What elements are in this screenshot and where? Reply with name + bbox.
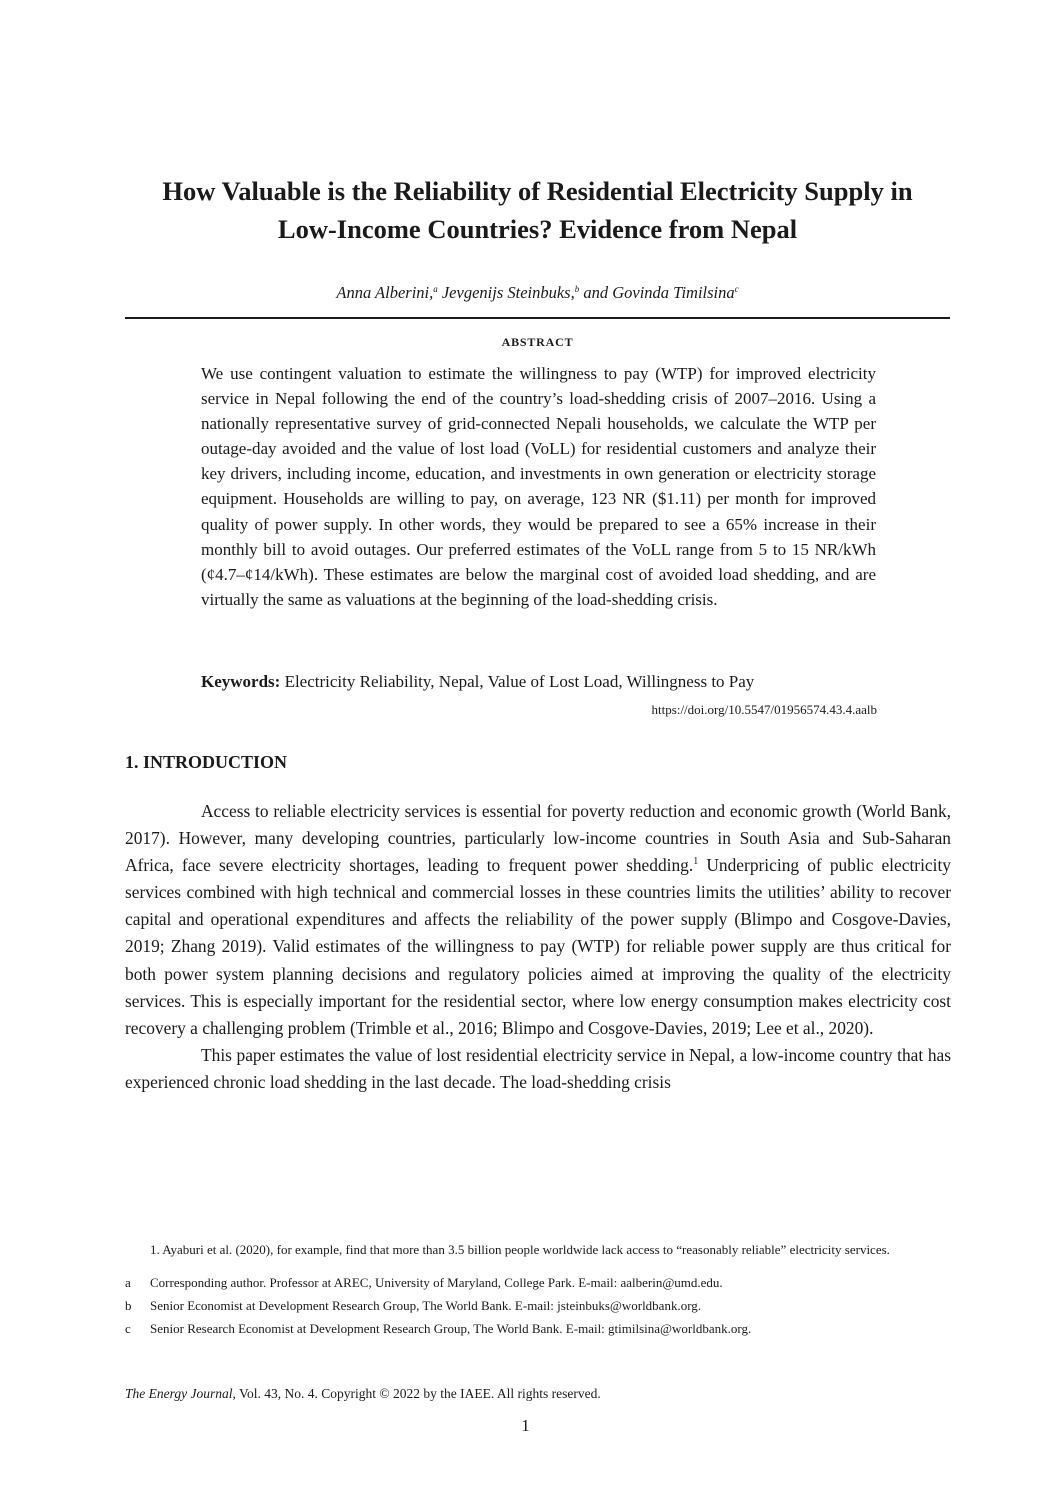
- keywords-line: [201, 669, 881, 694]
- footnotes: [125, 1239, 951, 1341]
- paper-title-line-1: How Valuable is the Reliability of Residential Electricity Supply in: [162, 176, 913, 206]
- affiliation-note-a-mark: a: [125, 1275, 131, 1290]
- affiliation-note-b: [125, 1295, 951, 1317]
- page-number: 1: [521, 1416, 530, 1435]
- keywords-list: Electricity Reliability, Nepal, Value of Lost Load, Willingness to Pay: [280, 672, 755, 691]
- affiliation-note-c-text: Senior Research Economist at Development Research Group, The World Bank. E-mail: gtimilsina@worldbank.org.: [150, 1321, 752, 1336]
- affiliation-note-b-text: Senior Economist at Development Research Group, The World Bank. E-mail: jsteinbuks@worldbank.org.: [150, 1298, 702, 1313]
- journal-citation-footer: [125, 1386, 601, 1402]
- intro-paragraph-2: This paper estimates the value of lost residential electricity service in Nepal, a low-income country that has experienced chronic load shedding in the last decade. The load-shedding crisis: [125, 1044, 951, 1092]
- affiliation-note-a-text: Corresponding author. Professor at AREC, University of Maryland, College Park. E-mail: aalberin@umd.edu.: [150, 1275, 723, 1290]
- section-heading-introduction: 1. INTRODUCTION: [125, 752, 288, 772]
- journal-copyright: , Vol. 43, No. 4. Copyright © 2022 by the IAEE. All rights reserved.: [232, 1386, 601, 1401]
- abstract-body: We use contingent valuation to estimate the willingness to pay (WTP) for improved electricity service in Nepal following the end of the country’s load-shedding crisis of 2007–2016. Using a nationally representative survey of grid-connected Nepali households, we calculate the WTP per outage-day avoided and the value of lost load (VoLL) for residential customers and analyze their key drivers, including income, education, and investments in own generation or electricity storage equipment. Households are willing to pay, on average, 123 NR ($1.11) per month for improved quality of power supply. In other words, they would be prepared to see a 65% increase in their monthly bill to avoid outages. Our preferred estimates of the VoLL range from 5 to 15 NR/kWh (¢4.7–¢14/kWh). These estimates are below the marginal cost of avoided load shedding, and are virtually the same as valuations at the beginning of the load-shedding crisis.: [201, 364, 876, 609]
- paper-title-line-2: Low-Income Countries? Evidence from Nepal: [277, 214, 798, 244]
- affiliation-note-c-mark: c: [125, 1321, 131, 1336]
- paper-title: [100, 172, 975, 248]
- affiliation-note-a: [125, 1272, 951, 1294]
- affiliation-note-b-mark: b: [125, 1298, 132, 1313]
- keywords-label: Keywords:: [201, 672, 281, 691]
- abstract-heading: ABSTRACT: [501, 335, 574, 349]
- author-2-affiliation-mark: b: [574, 284, 580, 294]
- author-3-affiliation-mark: c: [734, 284, 739, 294]
- author-1-name: Anna Alberini,: [336, 283, 434, 302]
- author-2-name: Jevgenijs Steinbuks,: [437, 283, 575, 302]
- author-3-name: and Govinda Timilsina: [579, 283, 735, 302]
- author-1-affiliation-mark: a: [433, 284, 438, 294]
- intro-paragraph-1-text-a: Access to reliable electricity services is essential for poverty reduction and economic growth (World Bank, 2017). However, many developing countries, particularly low-income countries in South Asia and Sub-Saharan Africa, face severe electricity shortages, leading to frequent power shedding.: [125, 801, 951, 876]
- footnote-reference-1[interactable]: 1: [693, 856, 699, 868]
- journal-name: The Energy Journal: [125, 1386, 233, 1401]
- intro-paragraph-1: [125, 798, 951, 1042]
- author-list: [100, 283, 975, 303]
- doi-link[interactable]: https://doi.org/10.5547/01956574.43.4.aalb: [651, 702, 877, 717]
- affiliation-note-c: [125, 1318, 951, 1340]
- intro-paragraph-1-text-b: Underpricing of public electricity services combined with high technical and commercial losses in these countries limits the utilities’ ability to recover capital and operational expenditures and affects the reliability of the power supply (Blimpo and Cosgove-Davies, 2019; Zhang 2019). Valid estimates of the willingness to pay (WTP) for reliable power supply are thus critical for both power system planning decisions and regulatory policies aimed at improving the quality of the electricity services. This is especially important for the residential sector, where low energy consumption makes electricity cost recovery a challenging problem (Trimble et al., 2016; Blimpo and Cosgove-Davies, 2019; Lee et al., 2020).: [125, 855, 951, 1038]
- title-divider: [125, 317, 950, 319]
- footnote-1: 1. Ayaburi et al. (2020), for example, find that more than 3.5 billion people worldwide lack access to “reasonably reliable” electricity services.: [150, 1242, 890, 1257]
- introduction-body: [125, 798, 951, 1096]
